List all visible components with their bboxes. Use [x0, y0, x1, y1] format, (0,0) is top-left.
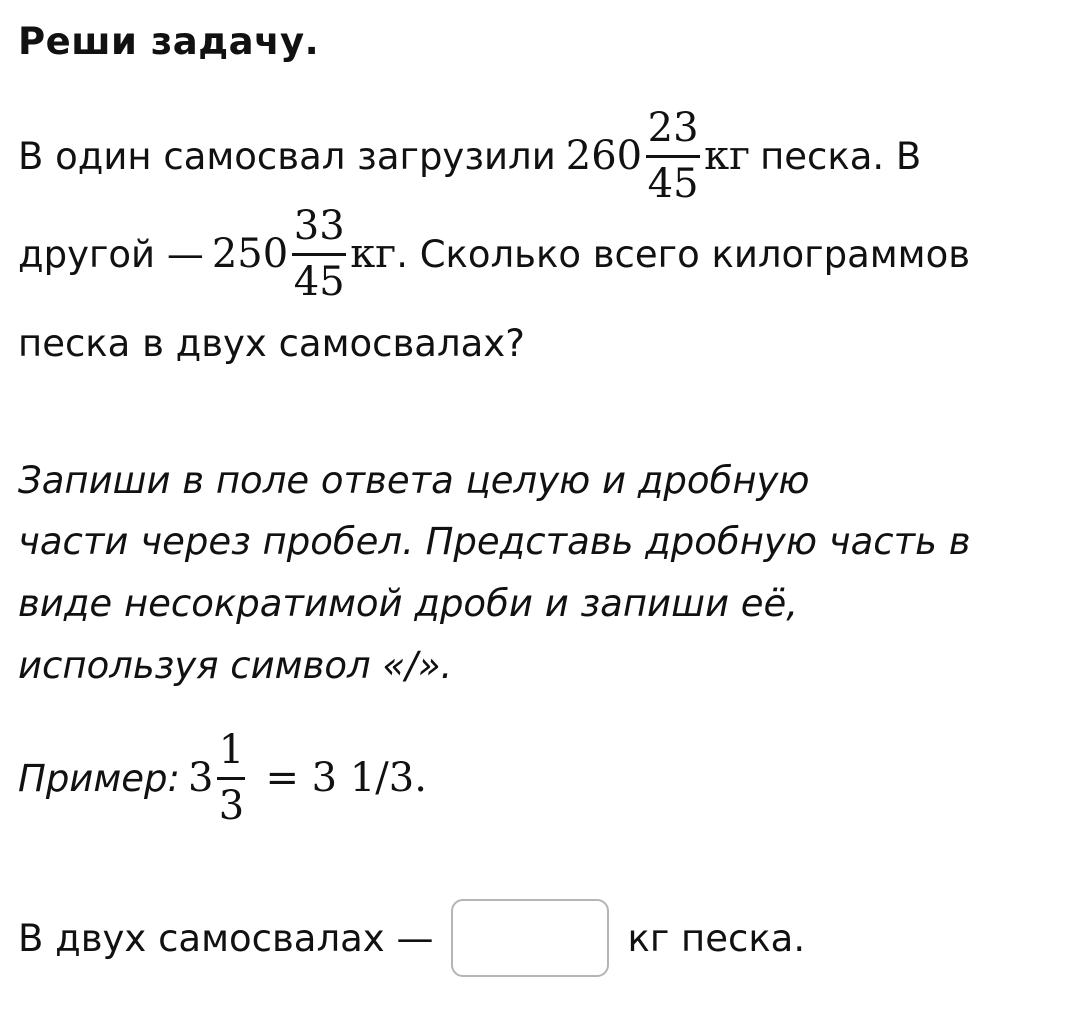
instruction-line: части через пробел. Представь дробную часть в [18, 520, 971, 563]
example-label: Пример: [18, 756, 180, 800]
fraction-denominator: 45 [647, 161, 699, 207]
task-title: Реши задачу. [18, 20, 320, 63]
unit-label: кг [350, 231, 397, 277]
problem-text: песка. В [760, 134, 922, 178]
problem-text: песка в двух самосвалах? [18, 322, 525, 365]
answer-prefix: В двух самосвалах — [18, 916, 434, 960]
answer-input[interactable] [451, 899, 609, 977]
problem-text: . Сколько всего килограммов [396, 232, 971, 276]
fraction [292, 203, 346, 305]
instruction-line: используя символ «/». [18, 644, 453, 687]
answer-suffix: кг песка. [627, 916, 806, 960]
example-fraction [217, 727, 245, 829]
problem-line-1 [18, 105, 922, 207]
fraction-denominator: 3 [218, 783, 245, 829]
problem-line-3 [18, 322, 525, 365]
answer-line [18, 899, 805, 977]
instruction-line: виде несократимой дроби и запиши её, [18, 582, 799, 625]
fraction-numerator: 23 [647, 105, 699, 151]
fraction-bar [292, 253, 346, 256]
fraction-bar [217, 777, 245, 780]
instruction-line: Запиши в поле ответа целую и дробную [18, 459, 810, 502]
fraction-bar [646, 155, 700, 158]
example-line [18, 727, 427, 829]
mixed-number-whole: 260 [565, 133, 643, 179]
fraction [646, 105, 700, 207]
unit-label: кг [704, 133, 751, 179]
example-result: = 3 1/3. [265, 755, 427, 801]
problem-text: другой — [18, 232, 204, 276]
fraction-numerator: 1 [218, 727, 245, 773]
fraction-numerator: 33 [293, 203, 345, 249]
problem-text: В один самосвал загрузили [18, 134, 556, 178]
mixed-number-whole: 250 [211, 231, 289, 277]
fraction-denominator: 45 [293, 259, 345, 305]
problem-line-2 [18, 203, 971, 305]
example-whole: 3 [187, 755, 214, 801]
